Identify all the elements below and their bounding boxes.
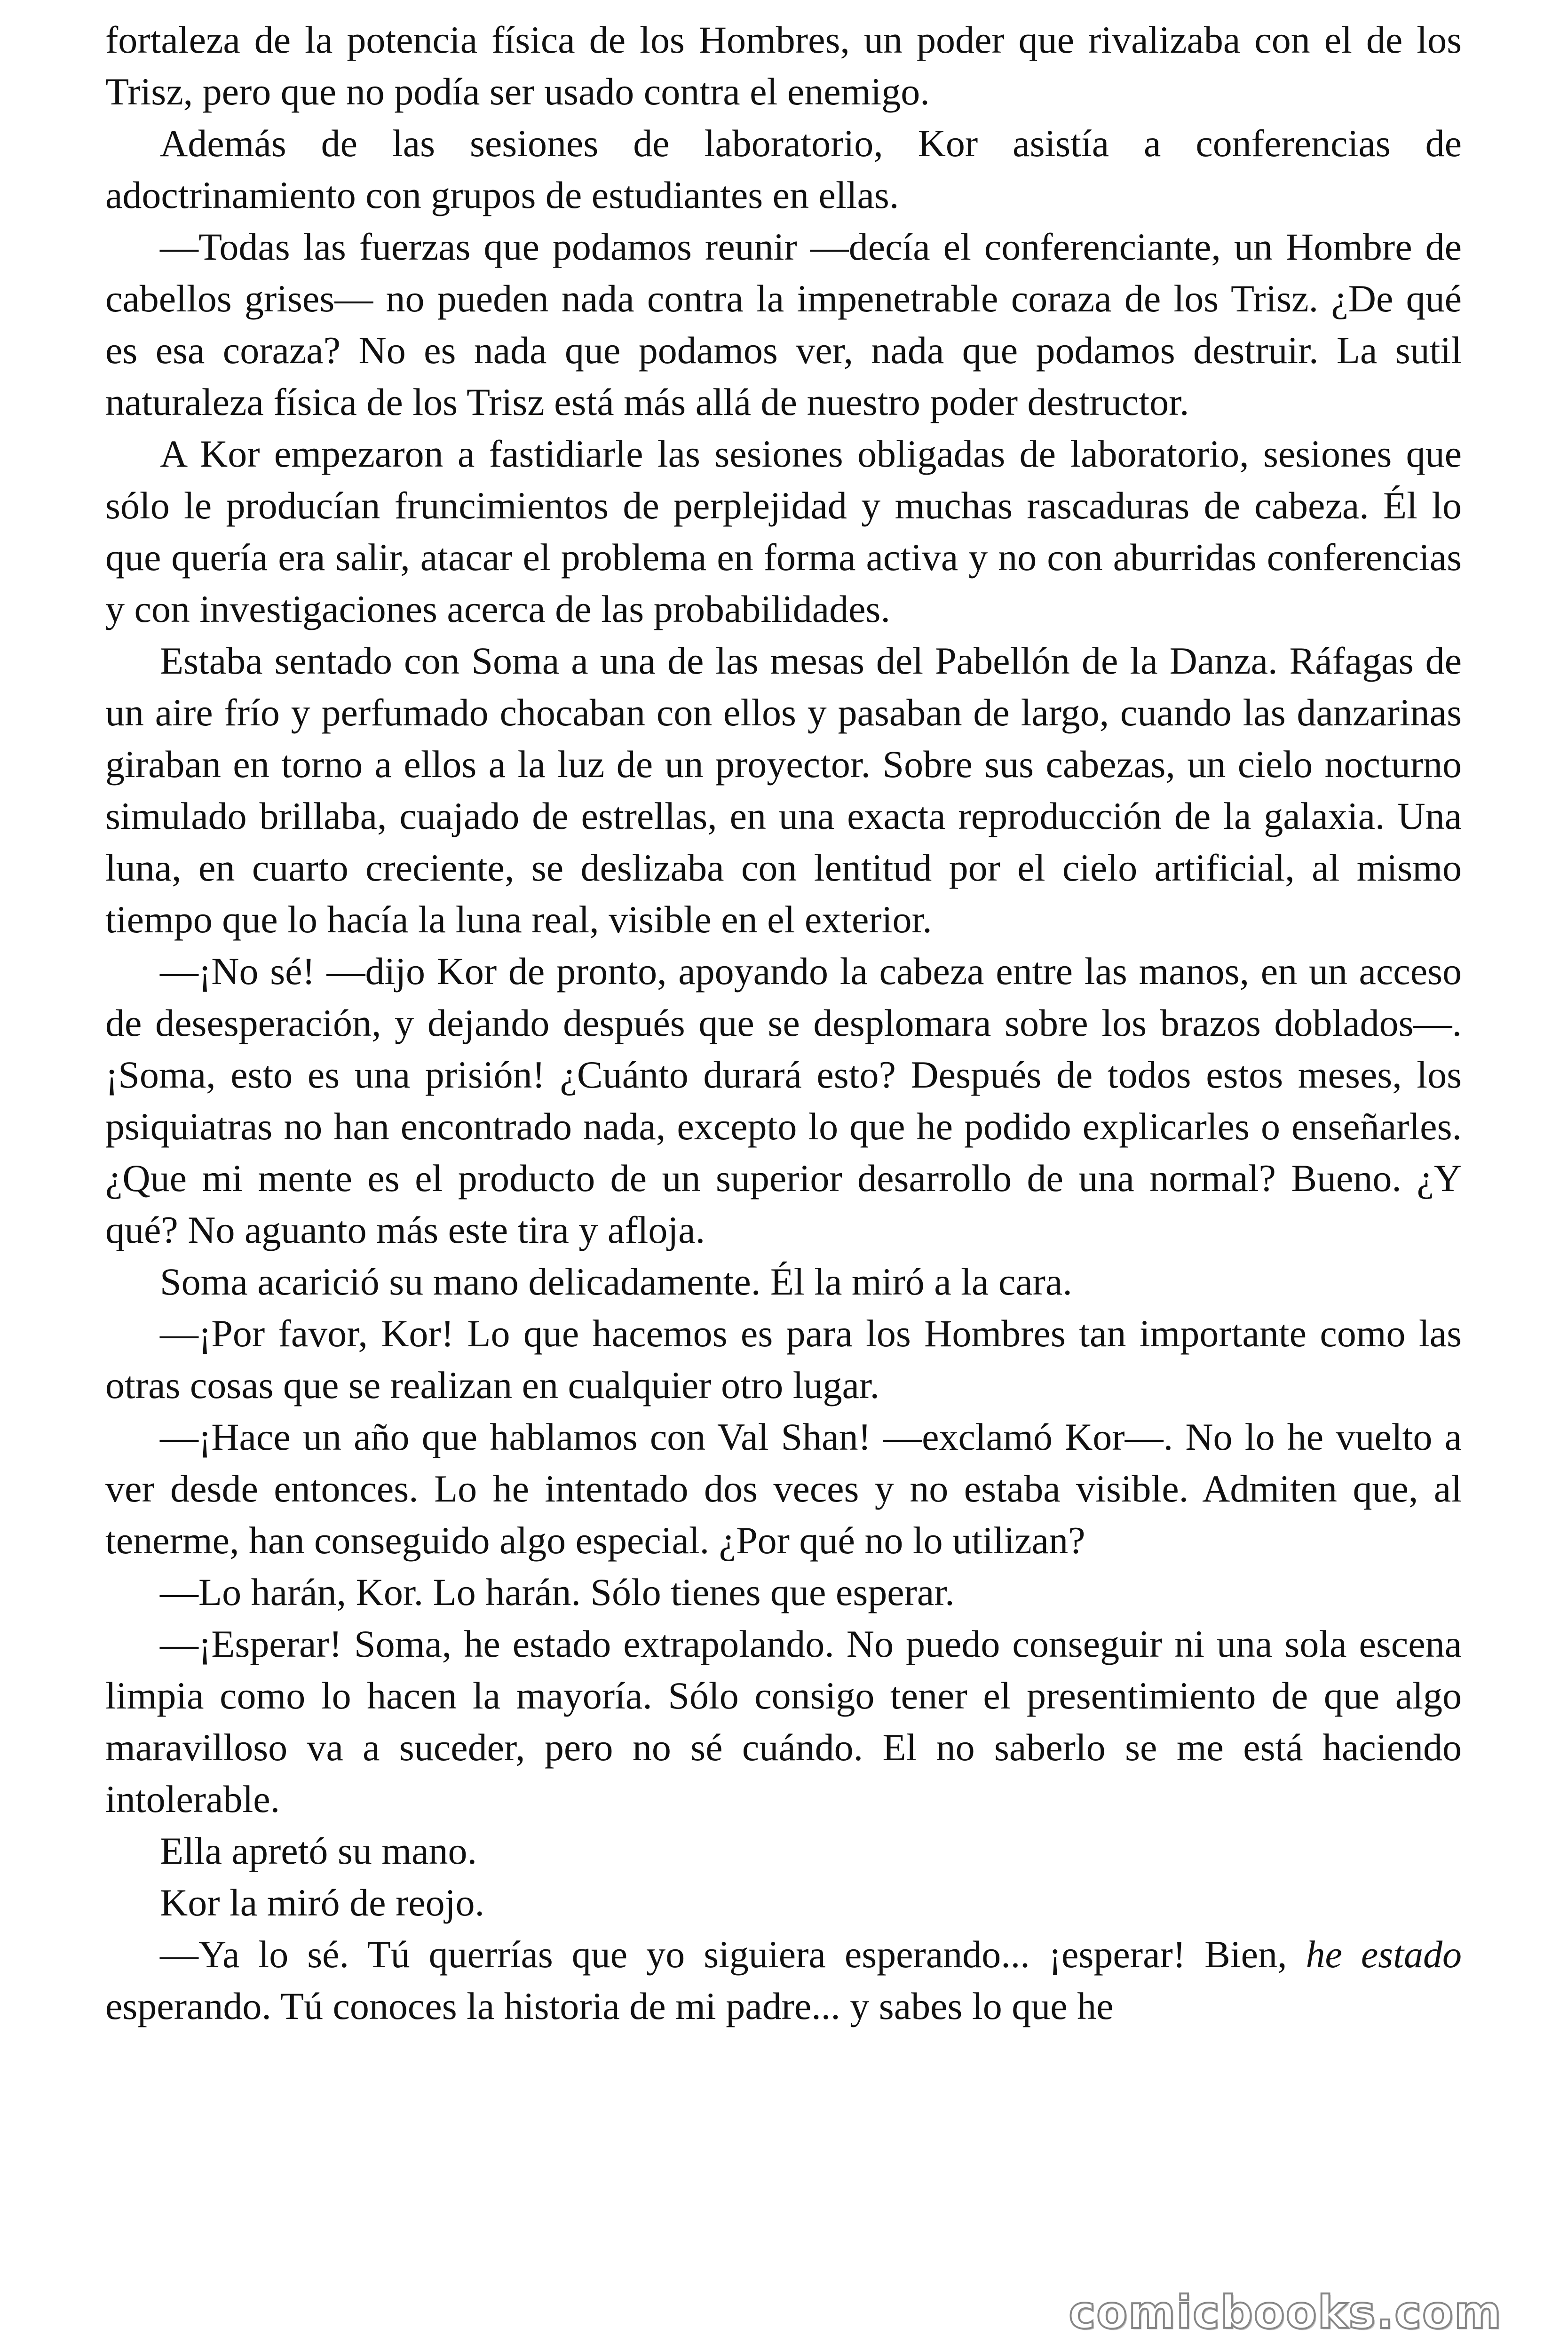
text-run: Estaba sentado con Soma a una de las mesas del Pabellón de la Danza. Ráfagas de un aire frío y perfumado chocaban con ellos y pasaban de largo, cuando las danzarinas giraban en torno a ellos a la luz de un proyector. Sobre sus cabezas, un cielo nocturno simulado brillaba, cuajado de estrellas, en una exacta reproducción de la galaxia. Una luna, en cuarto creciente, se deslizaba con lentitud por el cielo artificial, al mismo tiempo que lo hacía la luna real, visible en el exterior.	[105, 639, 1462, 941]
paragraph	[105, 428, 1462, 635]
text-run: —¡Hace un año que hablamos con Val Shan! —exclamó Kor—. No lo he vuelto a ver desde entonces. Lo he intentado dos veces y no estaba visible. Admiten que, al tenerme, han conseguido algo especial. ¿Por qué no lo utilizan?	[105, 1415, 1462, 1562]
text-run: Ella apretó su mano.	[160, 1829, 477, 1872]
paragraph	[105, 14, 1462, 118]
text-run: A Kor empezaron a fastidiarle las sesiones obligadas de laboratorio, sesiones que sólo le producían fruncimientos de perplejidad y muchas rascaduras de cabeza. Él lo que quería era salir, atacar el problema en forma activa y no con aburridas conferencias y con investigaciones acerca de las probabilidades.	[105, 432, 1462, 630]
paragraph	[105, 1308, 1462, 1411]
text-run: —¡Esperar! Soma, he estado extrapolando. No puedo conseguir ni una sola escena limpia como lo hacen la mayoría. Sólo consigo tener el presentimiento de que algo maravilloso va a suceder, pero no sé cuándo. El no saberlo se me está haciendo intolerable.	[105, 1622, 1462, 1820]
text-run: —Ya lo sé. Tú querrías que yo siguiera esperando... ¡esperar! Bien,	[160, 1933, 1306, 1976]
text-run: esperando. Tú conoces la historia de mi padre... y sabes lo que he	[105, 1985, 1114, 2027]
paragraph	[105, 946, 1462, 1256]
paragraph	[105, 1566, 1462, 1618]
italic-text: he estado	[1306, 1933, 1462, 1976]
paragraph	[105, 1411, 1462, 1566]
text-run: Soma acarició su mano delicadamente. Él la miró a la cara.	[160, 1260, 1072, 1303]
paragraph	[105, 1825, 1462, 1877]
text-run: fortaleza de la potencia física de los Hombres, un poder que rivalizaba con el de los Trisz, pero que no podía ser usado contra el enemigo.	[105, 18, 1462, 113]
text-run: Kor la miró de reojo.	[160, 1881, 484, 1924]
paragraph	[105, 1877, 1462, 1929]
text-run: —Todas las fuerzas que podamos reunir —decía el conferenciante, un Hombre de cabellos grises— no pueden nada contra la impenetrable coraza de los Trisz. ¿De qué es esa coraza? No es nada que podamos ver, nada que podamos destruir. La sutil naturaleza física de los Trisz está más allá de nuestro poder destructor.	[105, 225, 1462, 423]
text-run: —¡Por favor, Kor! Lo que hacemos es para los Hombres tan importante como las otras cosas que se realizan en cualquier otro lugar.	[105, 1312, 1462, 1406]
paragraph	[105, 1256, 1462, 1308]
paragraph	[105, 1618, 1462, 1825]
watermark-logo: comicbooks.com	[1069, 2286, 1502, 2339]
text-run: —Lo harán, Kor. Lo harán. Sólo tienes que esperar.	[160, 1571, 955, 1613]
paragraph	[105, 635, 1462, 946]
paragraph	[105, 221, 1462, 428]
page-text	[105, 14, 1462, 2032]
paragraph	[105, 118, 1462, 221]
paragraph	[105, 1929, 1462, 2032]
text-run: —¡No sé! —dijo Kor de pronto, apoyando la cabeza entre las manos, en un acceso de desesperación, y dejando después que se desplomara sobre los brazos doblados—. ¡Soma, esto es una prisión! ¿Cuánto durará esto? Después de todos estos meses, los psiquiatras no han encontrado nada, excepto lo que he podido explicarles o enseñarles. ¿Que mi mente es el producto de un superior desarrollo de una normal? Bueno. ¿Y qué? No aguanto más este tira y afloja.	[105, 950, 1462, 1251]
text-run: Además de las sesiones de laboratorio, Kor asistía a conferencias de adoctrinamiento con grupos de estudiantes en ellas.	[105, 122, 1462, 216]
